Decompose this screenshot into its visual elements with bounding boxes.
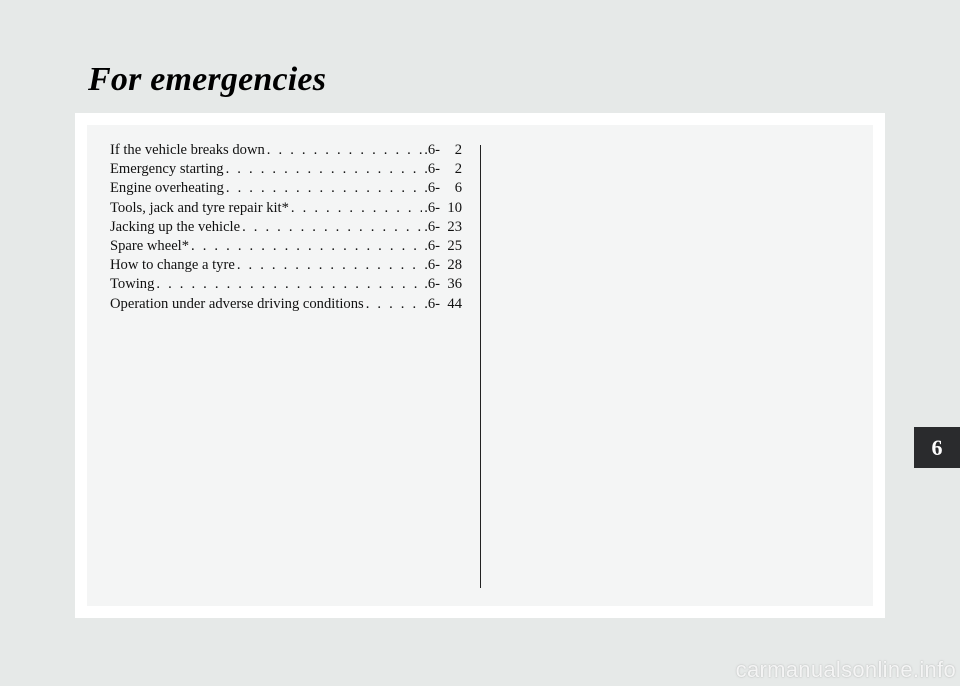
column-divider [480,145,481,588]
toc-item-tools-jack-repair-kit[interactable] [110,199,462,218]
toc-page-number: 44 [447,295,462,312]
toc-chapter-ref: .6- [424,237,440,254]
toc-page-number: 6 [454,180,462,197]
toc-chapter-ref: .6- [424,257,440,274]
toc-item-label: Engine overheating [110,180,224,197]
toc-chapter-ref: .6- [424,276,440,293]
toc-item-adverse-driving-conditions[interactable] [110,295,462,314]
toc-item-change-a-tyre[interactable] [110,256,462,275]
toc-item-spare-wheel[interactable] [110,237,462,256]
toc-page-number: 25 [447,237,462,254]
toc-item-towing[interactable] [110,275,462,294]
toc-item-label: Spare wheel* [110,237,190,254]
toc-page-ref [424,237,462,256]
toc-dot-leader [366,295,422,314]
toc-item-label: Jacking up the vehicle [110,218,241,235]
toc-chapter-ref: .6- [424,161,440,178]
toc-item-label: Operation under adverse driving conditions [110,295,364,312]
toc-page-ref [424,218,462,237]
toc-item-label: Towing [110,276,155,293]
toc-page-number: 36 [447,276,462,293]
page-title: For emergencies [88,61,327,98]
toc-page-ref [424,295,462,314]
watermark: carmanualsonline.info [735,657,956,682]
toc-chapter-ref: .6- [424,180,440,197]
toc-dot-leader [156,275,422,294]
toc-page-ref [424,256,462,275]
toc-page-number: 23 [447,218,462,235]
toc-page-ref [424,160,462,179]
toc-item-jacking-up-vehicle[interactable] [110,218,462,237]
toc-dot-leader [291,199,422,218]
toc-dot-leader [237,256,422,275]
toc-chapter-ref: .6- [424,218,440,235]
toc-dot-leader [242,218,422,237]
toc-dot-leader [226,160,423,179]
toc-chapter-ref: .6- [424,142,440,158]
toc-item-engine-overheating[interactable] [110,179,462,198]
toc-item-label: Tools, jack and tyre repair kit* [110,199,289,216]
toc-page-ref [424,199,462,218]
toc-page-ref [424,179,462,198]
toc-page-number: 10 [447,199,462,216]
toc-dot-leader [267,141,422,160]
toc-item-emergency-starting[interactable] [110,160,462,179]
toc-item-label: If the vehicle breaks down [110,142,265,158]
toc-page-number: 2 [454,161,462,178]
toc-item-vehicle-breaks-down[interactable] [110,141,462,160]
toc-chapter-ref: .6- [424,199,440,216]
toc-page-ref [424,275,462,294]
toc-item-label: Emergency starting [110,161,224,178]
toc-chapter-ref: .6- [424,295,440,312]
toc-dot-leader [226,179,422,198]
chapter-tab[interactable]: 6 [914,427,960,468]
toc-page-ref [424,141,462,160]
toc-page-number: 2 [454,142,462,158]
toc-dot-leader [191,237,422,256]
toc-item-label: How to change a tyre [110,257,235,274]
toc-page-number: 28 [447,257,462,274]
table-of-contents [110,141,462,314]
